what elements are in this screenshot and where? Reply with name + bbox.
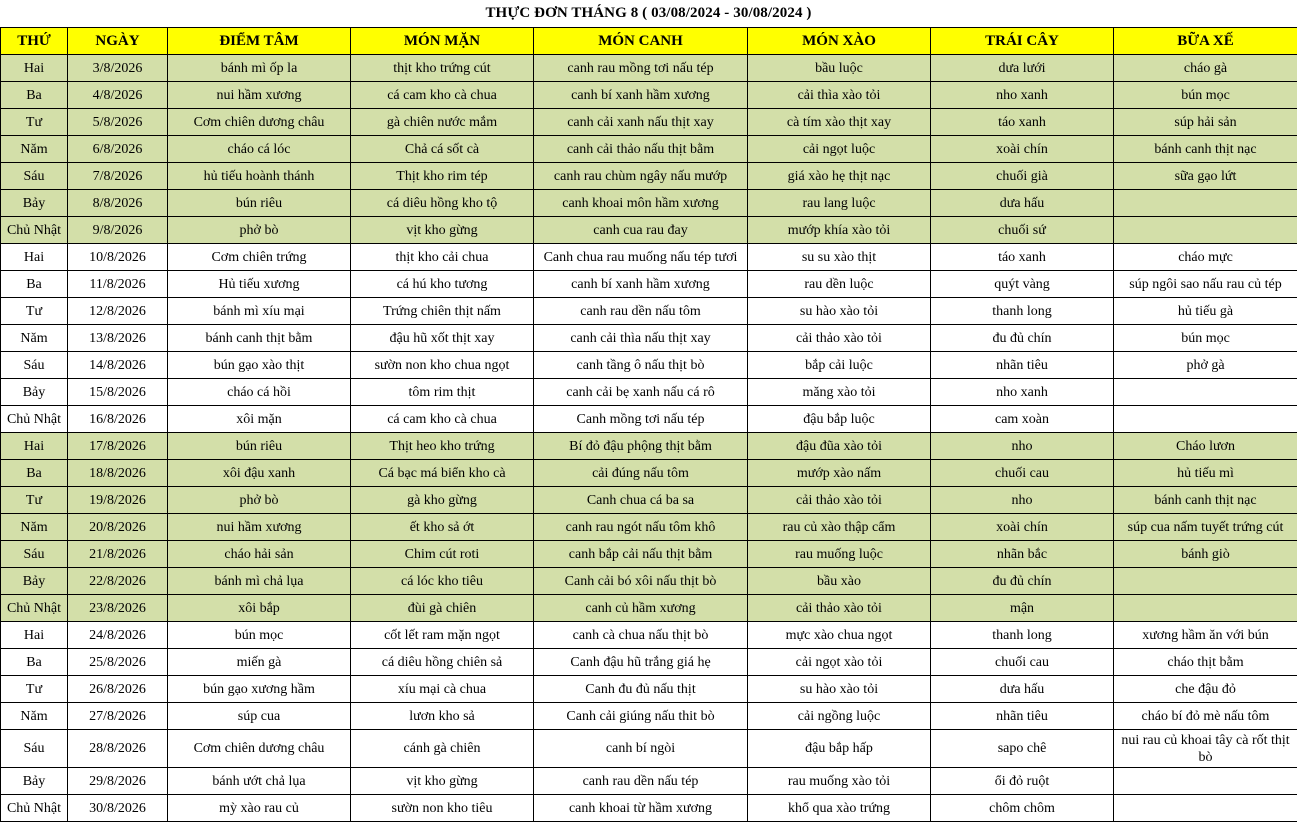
soup-cell[interactable]: Canh chua cá ba sa [534,487,748,514]
soup-cell[interactable]: canh cải xanh nấu thịt xay [534,109,748,136]
main-dish-cell[interactable]: lươn kho sả [351,703,534,730]
soup-cell[interactable]: canh rau ngót nấu tôm khô [534,514,748,541]
stir-fry-cell[interactable]: cải thảo xào tỏi [748,595,931,622]
soup-cell[interactable]: canh tầng ô nấu thịt bò [534,352,748,379]
table-row [1,649,1297,676]
day-cell[interactable]: Hai [1,244,68,271]
soup-cell[interactable]: Canh chua rau muống nấu tép tươi [534,244,748,271]
soup-cell[interactable]: canh cải thảo nấu thịt bằm [534,136,748,163]
fruit-cell[interactable]: nho xanh [931,379,1114,406]
breakfast-cell[interactable]: bánh canh thịt bằm [168,325,351,352]
soup-cell[interactable]: Canh đu đủ nấu thịt [534,676,748,703]
stir-fry-cell[interactable]: mướp xào nấm [748,460,931,487]
table-row [1,795,1297,822]
fruit-cell[interactable]: nhãn bắc [931,541,1114,568]
soup-cell[interactable]: canh khoai môn hầm xương [534,190,748,217]
snack-cell[interactable]: cháo gà [1114,55,1297,82]
day-cell[interactable]: Chủ Nhật [1,217,68,244]
snack-cell[interactable]: nui rau củ khoai tây cà rốt thịt bò [1114,730,1297,768]
breakfast-cell[interactable]: Cơm chiên trứng [168,244,351,271]
snack-cell[interactable] [1114,217,1297,244]
snack-cell[interactable]: cháo mực [1114,244,1297,271]
day-cell[interactable]: Ba [1,271,68,298]
header-cell-bua-xe[interactable]: BỮA XẾ [1114,28,1297,55]
main-dish-cell[interactable]: sườn non kho tiêu [351,795,534,822]
main-dish-cell[interactable]: cá lóc kho tiêu [351,568,534,595]
fruit-cell[interactable]: thanh long [931,622,1114,649]
day-cell[interactable]: Tư [1,298,68,325]
stir-fry-cell[interactable]: cải ngọt xào tỏi [748,649,931,676]
snack-cell[interactable]: cháo bí đỏ mè nấu tôm [1114,703,1297,730]
day-cell[interactable]: Năm [1,136,68,163]
day-cell[interactable]: Ba [1,82,68,109]
day-cell[interactable]: Bảy [1,768,68,795]
stir-fry-cell[interactable]: cải thảo xào tỏi [748,325,931,352]
breakfast-cell[interactable]: bún riêu [168,190,351,217]
breakfast-cell[interactable]: cháo cá lóc [168,136,351,163]
day-cell[interactable]: Hai [1,622,68,649]
snack-cell[interactable]: súp hải sản [1114,109,1297,136]
breakfast-cell[interactable]: nui hầm xương [168,82,351,109]
day-cell[interactable]: Bảy [1,379,68,406]
soup-cell[interactable]: canh cà chua nấu thịt bò [534,622,748,649]
date-cell[interactable]: 27/8/2026 [68,703,168,730]
date-cell[interactable]: 10/8/2026 [68,244,168,271]
soup-cell[interactable]: canh bí xanh hầm xương [534,82,748,109]
fruit-cell[interactable]: táo xanh [931,244,1114,271]
date-cell[interactable]: 17/8/2026 [68,433,168,460]
soup-cell[interactable]: Canh đậu hũ trắng giá hẹ [534,649,748,676]
fruit-cell[interactable]: dưa hấu [931,676,1114,703]
fruit-cell[interactable]: cam xoàn [931,406,1114,433]
date-cell[interactable]: 11/8/2026 [68,271,168,298]
main-dish-cell[interactable]: thịt kho cải chua [351,244,534,271]
fruit-cell[interactable]: chuối sứ [931,217,1114,244]
sheet-title: THỰC ĐƠN THÁNG 8 ( 03/08/2024 - 30/08/2024 ) [485,5,812,21]
snack-cell[interactable]: hủ tiếu mì [1114,460,1297,487]
soup-cell[interactable]: canh rau dền nấu tôm [534,298,748,325]
stir-fry-cell[interactable]: rau muống xào tỏi [748,768,931,795]
soup-cell[interactable]: canh cải bẹ xanh nấu cá rô [534,379,748,406]
soup-cell[interactable]: cải đúng nấu tôm [534,460,748,487]
snack-cell[interactable]: hủ tiếu gà [1114,298,1297,325]
table-row [1,109,1297,136]
breakfast-cell[interactable]: Cơm chiên dương châu [168,730,351,768]
fruit-cell[interactable]: nho [931,433,1114,460]
date-cell[interactable]: 23/8/2026 [68,595,168,622]
soup-cell[interactable]: canh rau mồng tơi nấu tép [534,55,748,82]
table-row [1,271,1297,298]
snack-cell[interactable]: bánh canh thịt nạc [1114,136,1297,163]
snack-cell[interactable]: cháo thịt bằm [1114,649,1297,676]
soup-cell[interactable]: Canh mồng tơi nấu tép [534,406,748,433]
main-dish-cell[interactable]: xíu mại cà chua [351,676,534,703]
stir-fry-cell[interactable]: bầu xào [748,568,931,595]
breakfast-cell[interactable]: bánh mì chả lụa [168,568,351,595]
main-dish-cell[interactable]: đùi gà chiên [351,595,534,622]
breakfast-cell[interactable]: bún mọc [168,622,351,649]
breakfast-cell[interactable]: Hủ tiếu xương [168,271,351,298]
table-row [1,730,1297,768]
date-cell[interactable]: 14/8/2026 [68,352,168,379]
breakfast-cell[interactable]: Cơm chiên dương châu [168,109,351,136]
fruit-cell[interactable]: nho xanh [931,82,1114,109]
snack-cell[interactable]: súp cua nấm tuyết trứng cút [1114,514,1297,541]
table-row [1,217,1297,244]
table-row [1,622,1297,649]
snack-cell[interactable]: phở gà [1114,352,1297,379]
stir-fry-cell[interactable]: bắp cải luộc [748,352,931,379]
soup-cell[interactable]: Canh cải bó xôi nấu thịt bò [534,568,748,595]
table-row [1,298,1297,325]
main-dish-cell[interactable]: Chả cá sốt cà [351,136,534,163]
stir-fry-cell[interactable]: cà tím xào thịt xay [748,109,931,136]
main-dish-cell[interactable]: thịt kho trứng cút [351,55,534,82]
soup-cell[interactable]: canh khoai từ hầm xương [534,795,748,822]
table-row [1,460,1297,487]
snack-cell[interactable] [1114,768,1297,795]
date-cell[interactable]: 22/8/2026 [68,568,168,595]
date-cell[interactable]: 8/8/2026 [68,190,168,217]
date-cell[interactable]: 29/8/2026 [68,768,168,795]
day-cell[interactable]: Bảy [1,568,68,595]
day-cell[interactable]: Chủ Nhật [1,795,68,822]
snack-cell[interactable] [1114,595,1297,622]
stir-fry-cell[interactable]: đậu đũa xào tỏi [748,433,931,460]
date-cell[interactable]: 30/8/2026 [68,795,168,822]
snack-cell[interactable] [1114,190,1297,217]
snack-cell[interactable]: súp ngôi sao nấu rau củ tép [1114,271,1297,298]
stir-fry-cell[interactable]: mướp khía xào tỏi [748,217,931,244]
snack-cell[interactable] [1114,379,1297,406]
snack-cell[interactable]: bánh canh thịt nạc [1114,487,1297,514]
snack-cell[interactable]: bún mọc [1114,325,1297,352]
fruit-cell[interactable]: ổi đỏ ruột [931,768,1114,795]
day-cell[interactable]: Ba [1,649,68,676]
fruit-cell[interactable]: dưa hấu [931,190,1114,217]
stir-fry-cell[interactable]: giá xào hẹ thịt nạc [748,163,931,190]
date-cell[interactable]: 5/8/2026 [68,109,168,136]
snack-cell[interactable]: bún mọc [1114,82,1297,109]
fruit-cell[interactable]: táo xanh [931,109,1114,136]
date-cell[interactable]: 9/8/2026 [68,217,168,244]
fruit-cell[interactable]: chuối già [931,163,1114,190]
fruit-cell[interactable]: quýt vàng [931,271,1114,298]
main-dish-cell[interactable]: Thịt heo kho trứng [351,433,534,460]
table-row [1,676,1297,703]
stir-fry-cell[interactable]: su hào xào tỏi [748,676,931,703]
date-cell[interactable]: 4/8/2026 [68,82,168,109]
main-dish-cell[interactable]: vịt kho gừng [351,768,534,795]
soup-cell[interactable]: canh rau dền nấu tép [534,768,748,795]
day-cell[interactable]: Sáu [1,352,68,379]
day-cell[interactable]: Năm [1,514,68,541]
stir-fry-cell[interactable]: su su xào thịt [748,244,931,271]
fruit-cell[interactable]: đu đủ chín [931,568,1114,595]
main-dish-cell[interactable]: Cá bạc má biển kho cà [351,460,534,487]
menu-table-body [1,55,1297,822]
snack-cell[interactable]: sữa gạo lứt [1114,163,1297,190]
soup-cell[interactable]: Bí đỏ đậu phộng thịt bằm [534,433,748,460]
fruit-cell[interactable]: chuối cau [931,460,1114,487]
table-row [1,325,1297,352]
main-dish-cell[interactable]: cá cam kho cà chua [351,406,534,433]
header-cell-ngay[interactable]: NGÀY [68,28,168,55]
stir-fry-cell[interactable]: cải ngồng luộc [748,703,931,730]
snack-cell[interactable] [1114,795,1297,822]
main-dish-cell[interactable]: đậu hũ xốt thịt xay [351,325,534,352]
breakfast-cell[interactable]: hủ tiếu hoành thánh [168,163,351,190]
main-dish-cell[interactable]: sườn non kho chua ngọt [351,352,534,379]
stir-fry-cell[interactable]: đậu bắp luộc [748,406,931,433]
fruit-cell[interactable]: thanh long [931,298,1114,325]
stir-fry-cell[interactable]: mực xào chua ngọt [748,622,931,649]
breakfast-cell[interactable]: cháo hải sản [168,541,351,568]
main-dish-cell[interactable]: cá hú kho tương [351,271,534,298]
table-row [1,406,1297,433]
date-cell[interactable]: 15/8/2026 [68,379,168,406]
table-row [1,703,1297,730]
table-row [1,541,1297,568]
fruit-cell[interactable]: xoài chín [931,136,1114,163]
day-cell[interactable]: Ba [1,460,68,487]
table-row [1,163,1297,190]
day-cell[interactable]: Hai [1,433,68,460]
fruit-cell[interactable]: nhãn tiêu [931,703,1114,730]
snack-cell[interactable] [1114,568,1297,595]
fruit-cell[interactable]: đu đủ chín [931,325,1114,352]
stir-fry-cell[interactable]: đậu bắp hấp [748,730,931,768]
day-cell[interactable]: Bảy [1,190,68,217]
table-row [1,595,1297,622]
main-dish-cell[interactable]: cánh gà chiên [351,730,534,768]
date-cell[interactable]: 20/8/2026 [68,514,168,541]
date-cell[interactable]: 21/8/2026 [68,541,168,568]
breakfast-cell[interactable]: nui hầm xương [168,514,351,541]
header-cell-trai-cay[interactable]: TRÁI CÂY [931,28,1114,55]
stir-fry-cell[interactable]: bầu luộc [748,55,931,82]
main-dish-cell[interactable]: tôm rim thịt [351,379,534,406]
breakfast-cell[interactable]: bún riêu [168,433,351,460]
date-cell[interactable]: 18/8/2026 [68,460,168,487]
main-dish-cell[interactable]: ết kho sả ớt [351,514,534,541]
day-cell[interactable]: Năm [1,703,68,730]
fruit-cell[interactable]: chôm chôm [931,795,1114,822]
stir-fry-cell[interactable]: cải thìa xào tỏi [748,82,931,109]
day-cell[interactable]: Chủ Nhật [1,595,68,622]
breakfast-cell[interactable]: mỳ xào rau củ [168,795,351,822]
table-row [1,190,1297,217]
day-cell[interactable]: Sáu [1,730,68,768]
main-dish-cell[interactable]: cá diêu hồng kho tộ [351,190,534,217]
main-dish-cell[interactable]: gà kho gừng [351,487,534,514]
date-cell[interactable]: 13/8/2026 [68,325,168,352]
soup-cell[interactable]: canh cải thìa nấu thịt xay [534,325,748,352]
breakfast-cell[interactable]: súp cua [168,703,351,730]
stir-fry-cell[interactable]: khổ qua xào trứng [748,795,931,822]
main-dish-cell[interactable]: vịt kho gừng [351,217,534,244]
table-row [1,568,1297,595]
soup-cell[interactable]: Canh cải giúng nấu thit bò [534,703,748,730]
day-cell[interactable]: Hai [1,55,68,82]
main-dish-cell[interactable]: Thịt kho rim tép [351,163,534,190]
stir-fry-cell[interactable]: su hào xào tỏi [748,298,931,325]
fruit-cell[interactable]: sapo chê [931,730,1114,768]
table-row [1,244,1297,271]
main-dish-cell[interactable]: cá cam kho cà chua [351,82,534,109]
fruit-cell[interactable]: chuối cau [931,649,1114,676]
header-cell-diem-tam[interactable]: ĐIỂM TÂM [168,28,351,55]
breakfast-cell[interactable]: bánh mì ốp la [168,55,351,82]
menu-table [0,27,1297,822]
date-cell[interactable]: 7/8/2026 [68,163,168,190]
fruit-cell[interactable]: nho [931,487,1114,514]
fruit-cell[interactable]: mận [931,595,1114,622]
soup-cell[interactable]: canh củ hầm xương [534,595,748,622]
fruit-cell[interactable]: dưa lưới [931,55,1114,82]
breakfast-cell[interactable]: miến gà [168,649,351,676]
header-cell-thu[interactable]: THỨ [1,28,68,55]
table-row [1,768,1297,795]
snack-cell[interactable]: Cháo lươn [1114,433,1297,460]
header-cell-mon-xao[interactable]: MÓN XÀO [748,28,931,55]
breakfast-cell[interactable]: xôi đậu xanh [168,460,351,487]
breakfast-cell[interactable]: phở bò [168,217,351,244]
date-cell[interactable]: 6/8/2026 [68,136,168,163]
breakfast-cell[interactable]: bánh mì xíu mại [168,298,351,325]
date-cell[interactable]: 19/8/2026 [68,487,168,514]
stir-fry-cell[interactable]: rau muống luộc [748,541,931,568]
main-dish-cell[interactable]: cá diêu hồng chiên sả [351,649,534,676]
stir-fry-cell[interactable]: cải thảo xào tỏi [748,487,931,514]
day-cell[interactable]: Tư [1,487,68,514]
table-row [1,82,1297,109]
header-cell-mon-canh[interactable]: MÓN CANH [534,28,748,55]
date-cell[interactable]: 3/8/2026 [68,55,168,82]
day-cell[interactable]: Năm [1,325,68,352]
header-cell-mon-man[interactable]: MÓN MẶN [351,28,534,55]
day-cell[interactable]: Chủ Nhật [1,406,68,433]
stir-fry-cell[interactable]: rau dền luộc [748,271,931,298]
day-cell[interactable]: Sáu [1,541,68,568]
date-cell[interactable]: 16/8/2026 [68,406,168,433]
table-row [1,379,1297,406]
breakfast-cell[interactable]: bún gạo xương hầm [168,676,351,703]
main-dish-cell[interactable]: Trứng chiên thịt nấm [351,298,534,325]
snack-cell[interactable]: bánh giò [1114,541,1297,568]
main-dish-cell[interactable]: gà chiên nước mắm [351,109,534,136]
stir-fry-cell[interactable]: rau củ xào thập cẩm [748,514,931,541]
breakfast-cell[interactable]: bánh ướt chả lụa [168,768,351,795]
fruit-cell[interactable]: xoài chín [931,514,1114,541]
soup-cell[interactable]: canh cua rau đay [534,217,748,244]
date-cell[interactable]: 12/8/2026 [68,298,168,325]
stir-fry-cell[interactable]: măng xào tỏi [748,379,931,406]
snack-cell[interactable]: xương hầm ăn với bún [1114,622,1297,649]
soup-cell[interactable]: canh bắp cải nấu thịt bằm [534,541,748,568]
soup-cell[interactable]: canh bí xanh hầm xương [534,271,748,298]
table-row [1,487,1297,514]
fruit-cell[interactable]: nhãn tiêu [931,352,1114,379]
stir-fry-cell[interactable]: rau lang luộc [748,190,931,217]
breakfast-cell[interactable]: xôi mặn [168,406,351,433]
stir-fry-cell[interactable]: cải ngọt luộc [748,136,931,163]
breakfast-cell[interactable]: phở bò [168,487,351,514]
day-cell[interactable]: Tư [1,676,68,703]
main-dish-cell[interactable]: cốt lết ram mặn ngọt [351,622,534,649]
table-row [1,136,1297,163]
soup-cell[interactable]: canh rau chùm ngây nấu mướp [534,163,748,190]
breakfast-cell[interactable]: cháo cá hồi [168,379,351,406]
day-cell[interactable]: Sáu [1,163,68,190]
breakfast-cell[interactable]: xôi bắp [168,595,351,622]
table-row [1,352,1297,379]
table-row [1,514,1297,541]
header-row [1,28,1297,55]
breakfast-cell[interactable]: bún gạo xào thịt [168,352,351,379]
soup-cell[interactable]: canh bí ngòi [534,730,748,768]
date-cell[interactable]: 26/8/2026 [68,676,168,703]
main-dish-cell[interactable]: Chim cút roti [351,541,534,568]
table-row [1,55,1297,82]
snack-cell[interactable] [1114,406,1297,433]
date-cell[interactable]: 25/8/2026 [68,649,168,676]
day-cell[interactable]: Tư [1,109,68,136]
date-cell[interactable]: 24/8/2026 [68,622,168,649]
date-cell[interactable]: 28/8/2026 [68,730,168,768]
snack-cell[interactable]: che đậu đỏ [1114,676,1297,703]
table-row [1,433,1297,460]
